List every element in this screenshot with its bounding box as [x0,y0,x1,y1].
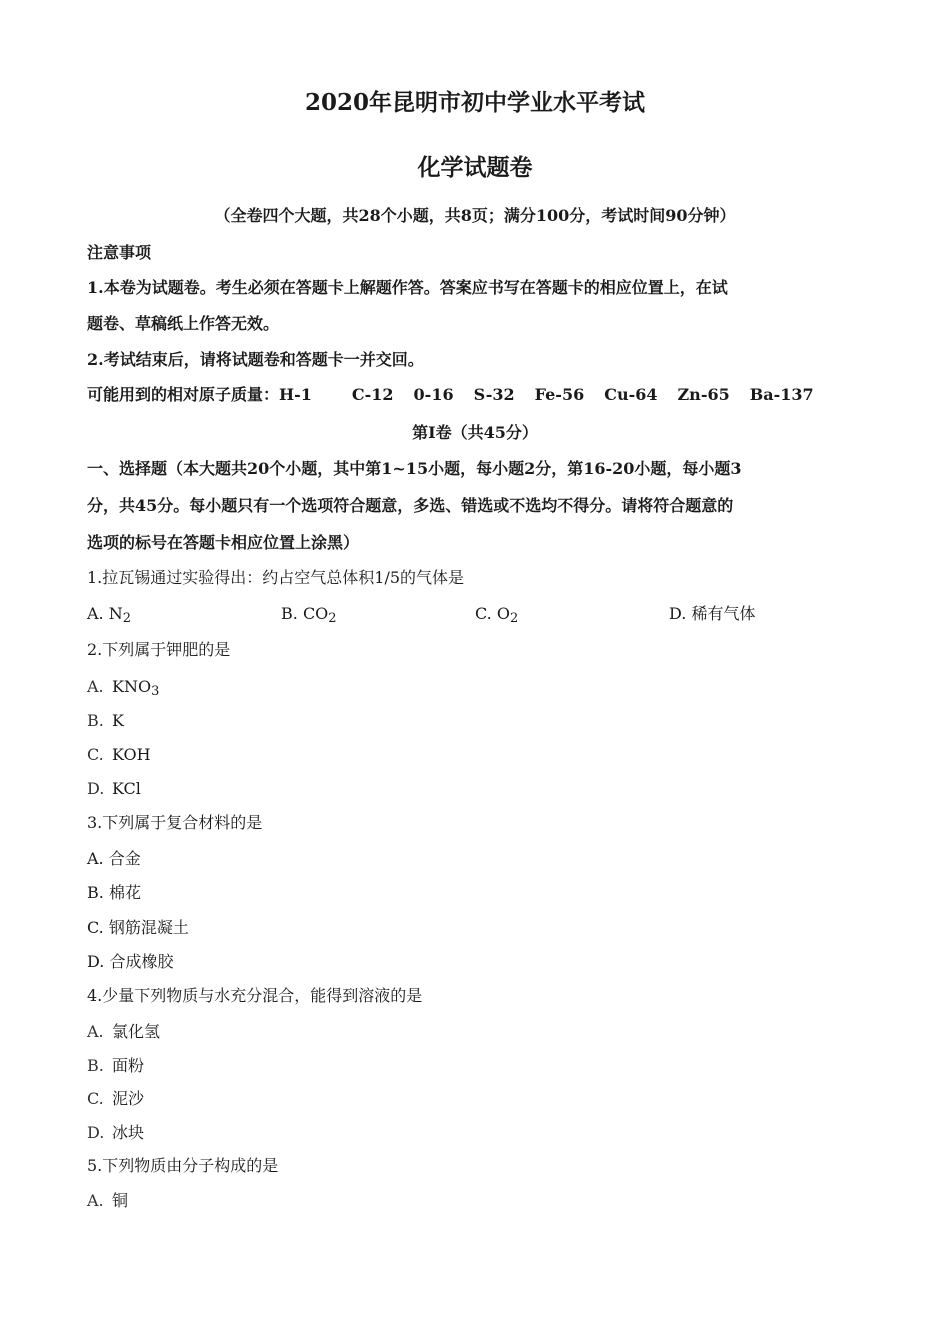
question-5-stem: 5.下列物质由分子构成的是 [87,1156,279,1175]
question-3-option-d: D. 合成橡胶 [87,952,174,971]
note-2: 2.考试结束后，请将试题卷和答题卡一并交回。 [87,350,424,369]
note-1-line-2: 题卷、草稿纸上作答无效。 [87,314,280,333]
exam-title: 2020年昆明市初中学业水平考试 [304,89,645,116]
section-1-line-1: 一、选择题（本大题共20个小题，其中第1~15小题，每小题2分，第16-20小题，每小题3 [87,459,742,478]
question-3-option-c: C. 钢筋混凝土 [87,918,189,937]
question-4-option-c: C. 泥沙 [87,1089,145,1108]
question-3-option-a: A. 合金 [87,849,141,868]
section-1-line-3: 选项的标号在答题卡相应位置上涂黑） [87,533,360,552]
question-2-option-d: D. KCl [87,779,141,798]
atomic-mass-s: S-32 [473,385,515,404]
question-1-option-d: D. 稀有气体 [669,604,756,623]
atomic-mass-fe: Fe-56 [534,385,585,404]
question-5-option-a: A. 铜 [87,1191,129,1210]
atomic-mass-h: H-1 [279,385,312,404]
question-4-option-a: A. 氯化氢 [87,1022,161,1041]
atomic-mass-o: 0-16 [413,385,454,404]
part-1-heading: 第Ⅰ卷（共45分） [412,423,538,442]
exam-subtitle: 化学试题卷 [417,154,533,181]
question-4-option-d: D. 冰块 [87,1123,145,1142]
question-4-option-b: B. 面粉 [87,1056,145,1075]
question-3-option-b: B. 棉花 [87,883,141,902]
question-1-option-b: B. $CO_2$ [281,604,337,626]
question-3-stem: 3.下列属于复合材料的是 [87,813,263,832]
question-4-stem: 4.少量下列物质与水充分混合，能得到溶液的是 [87,986,423,1005]
question-2-option-a: A. $KNO_3$ [87,677,160,699]
note-1-line-1: 1.本卷为试题卷。考生必须在答题卡上解题作答。答案应书写在答题卡的相应位置上，在试 [87,278,728,297]
question-2-option-b: B. K [87,711,124,730]
atomic-mass-c: C-12 [351,385,394,404]
atomic-mass-label: 可能用到的相对原子质量： [87,385,280,404]
atomic-mass-cu: Cu-64 [604,385,658,404]
atomic-mass-line [87,385,814,405]
atomic-mass-zn: Zn-65 [677,385,730,404]
question-2-stem: 2.下列属于钾肥的是 [87,640,231,659]
question-2-option-c: C. KOH [87,745,151,764]
question-1-option-c: C. $O_2$ [475,604,519,626]
atomic-mass-ba: Ba-137 [749,385,814,404]
section-1-line-2: 分，共45分。每小题只有一个选项符合题意，多选、错选或不选均不得分。请将符合题意的 [87,496,734,515]
question-1-option-a: A. $N_2$ [87,604,132,626]
exam-info: （全卷四个大题，共28个小题，共8页；满分100分，考试时间90分钟） [214,206,736,225]
question-1-stem: 1.拉瓦锡通过实验得出：约占空气总体积1/5的气体是 [87,568,465,587]
notes-heading: 注意事项 [87,243,152,262]
